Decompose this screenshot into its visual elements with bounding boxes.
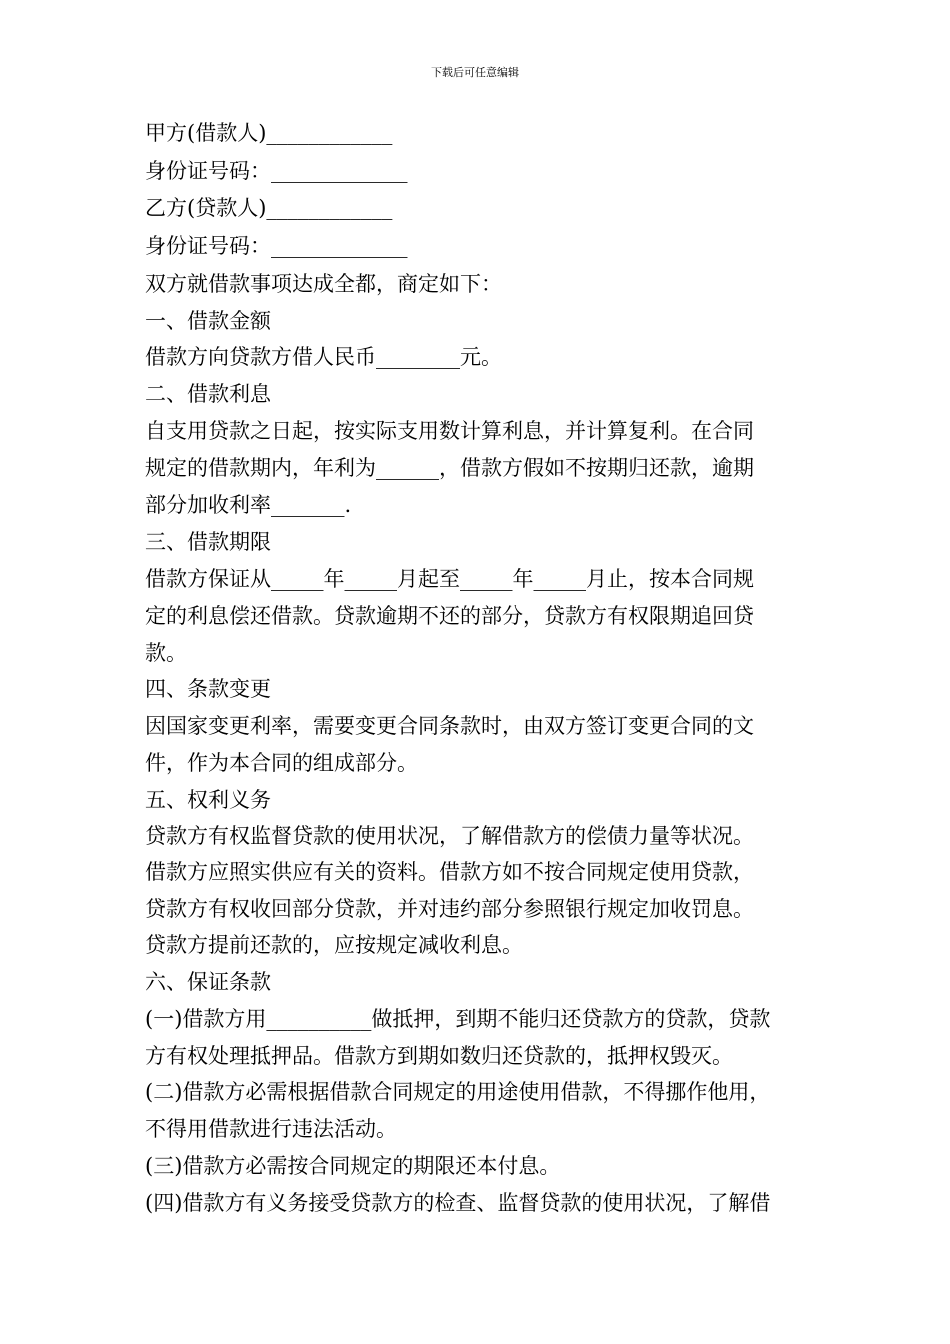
section-heading-5: 五、权利义务 [145,788,271,812]
paragraph-line: 方有权处理抵押品。借款方到期如数归还贷款的，抵押权毁灭。 [145,1044,733,1068]
id-number-a-line: 身份证号码：_____________ [145,159,408,183]
id-number-b-line: 身份证号码：_____________ [145,234,408,258]
paragraph-line: 自支用贷款之日起，按实际支用数计算利息，并计算复利。在合同 [145,419,754,443]
paragraph-line: (四)借款方有义务接受贷款方的检查、监督贷款的使用状况，了解借 [145,1191,771,1215]
paragraph-line: (二)借款方必需根据借款合同规定的用途使用借款，不得挪作他用， [145,1080,771,1104]
section-heading-6: 六、保证条款 [145,970,271,994]
paragraph-line: 款。 [145,641,187,665]
section-heading-4: 四、条款变更 [145,677,271,701]
paragraph-line: 件，作为本合同的组成部分。 [145,751,418,775]
paragraph-line: 规定的借款期内，年利为______，借款方假如不按期归还款，逾期 [145,456,754,480]
paragraph-line: 定的利息偿还借款。贷款逾期不还的部分，贷款方有权限期追回贷 [145,604,754,628]
paragraph-line: 贷款方有权监督贷款的使用状况，了解借款方的偿债力量等状况。 [145,824,754,848]
party-a-line: 甲方(借款人)____________ [145,121,393,145]
agreement-intro: 双方就借款事项达成全都，商定如下： [145,272,502,296]
paragraph-line: 部分加收利率_______. [145,493,352,517]
section-heading-1: 一、借款金额 [145,309,271,333]
paragraph-line: 贷款方提前还款的，应按规定减收利息。 [145,933,523,957]
paragraph-line: 贷款方有权收回部分贷款，并对违约部分参照银行规定加收罚息。 [145,897,754,921]
paragraph-line: 借款方向贷款方借人民币________元。 [145,345,502,369]
paragraph-line: 因国家变更利率，需要变更合同条款时，由双方签订变更合同的文 [145,714,754,738]
paragraph-line: 不得用借款进行违法活动。 [145,1117,397,1141]
paragraph-line: (一)借款方用__________做抵押，到期不能归还贷款方的贷款，贷款 [145,1007,771,1031]
section-heading-2: 二、借款利息 [145,382,271,406]
section-heading-3: 三、借款期限 [145,530,271,554]
paragraph-line: 借款方保证从_____年_____月起至_____年_____月止，按本合同规 [145,567,754,591]
party-b-line: 乙方(贷款人)____________ [145,196,393,220]
page-header: 下载后可任意编辑 [431,66,519,79]
paragraph-line: (三)借款方必需按合同规定的期限还本付息。 [145,1154,561,1178]
paragraph-line: 借款方应照实供应有关的资料。借款方如不按合同规定使用贷款， [145,860,754,884]
